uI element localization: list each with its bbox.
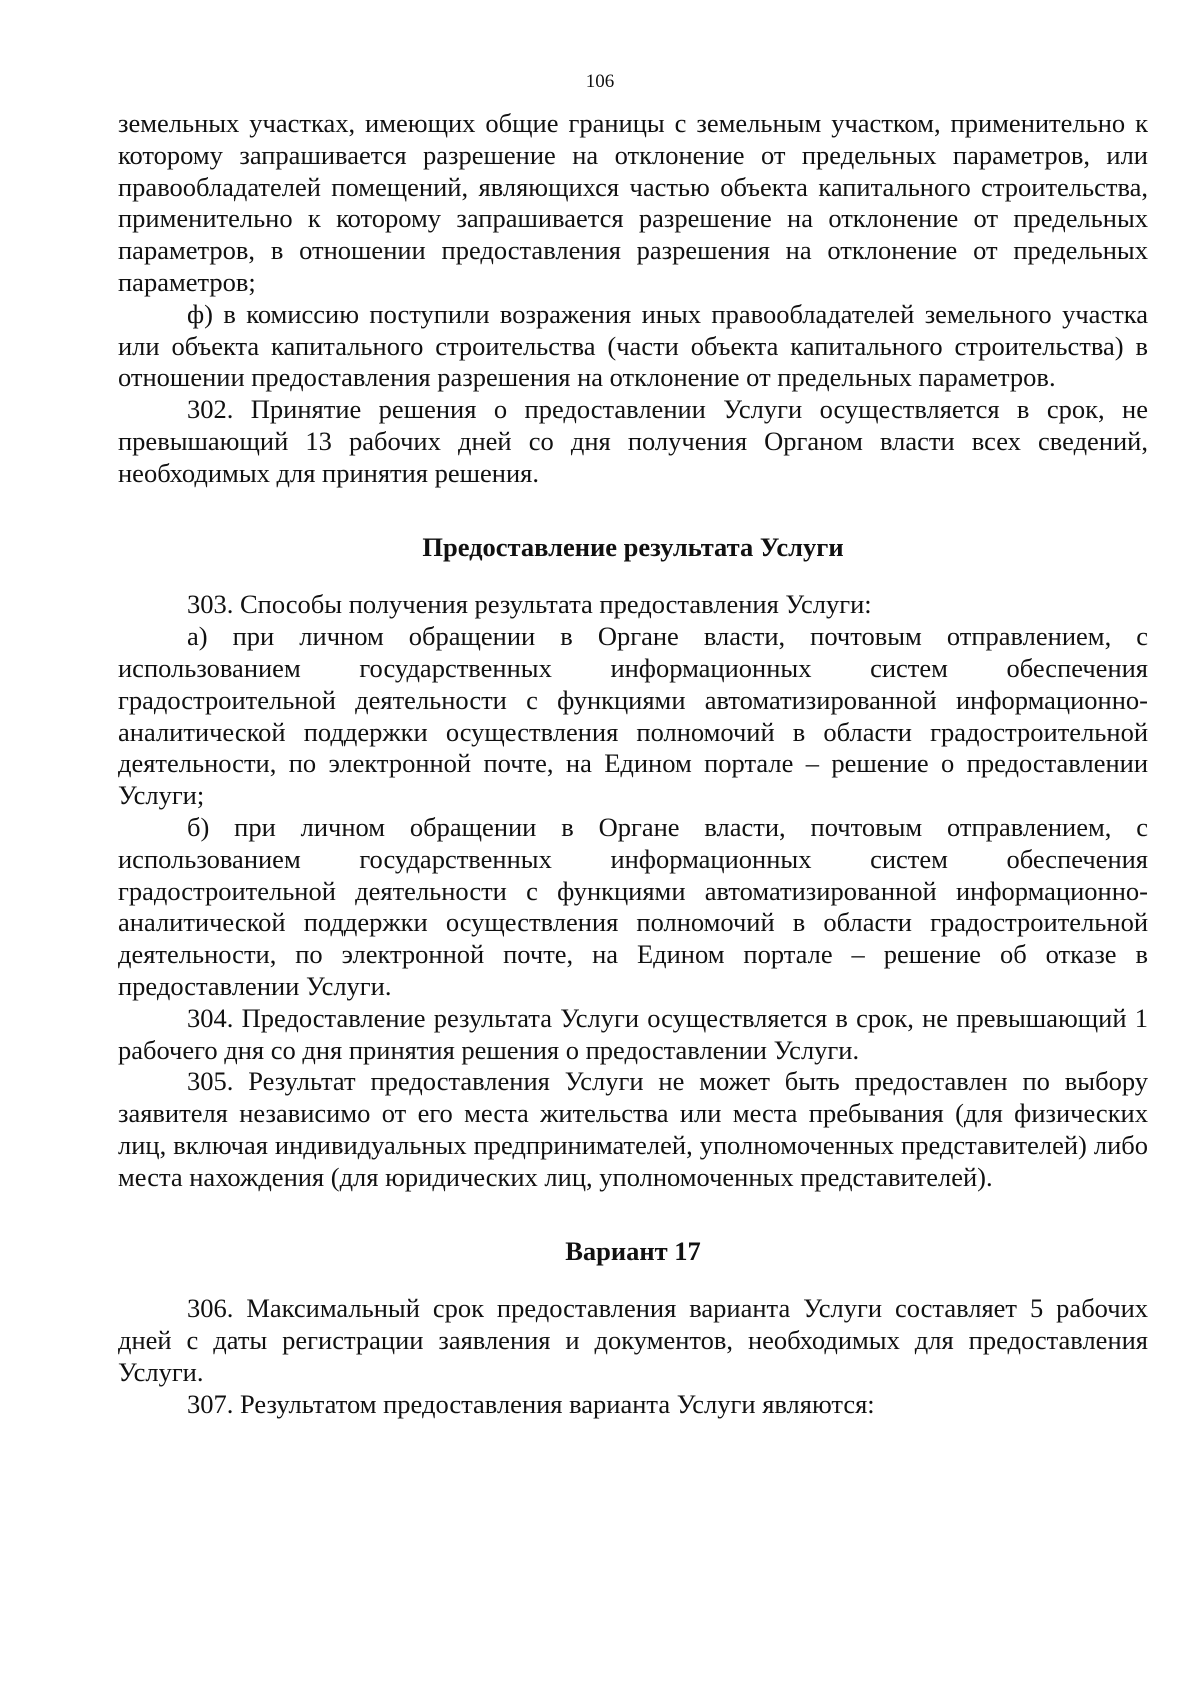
paragraph-302: 302. Принятие решения о предоставлении Услуги осуществляется в срок, не превышающий 13 рабочих дней со дня получения Органом власти всех сведений, необходимых для принятия решения.: [118, 394, 1148, 488]
spacer: [118, 1267, 1148, 1293]
paragraph-306: 306. Максимальный срок предоставления варианта Услуги составляет 5 рабочих дней с даты регистрации заявления и документов, необходимых для предоставления Услуги.: [118, 1293, 1148, 1387]
paragraph-continuation: земельных участках, имеющих общие границы с земельным участком, применительно к которому запрашивается разрешение на отклонение от предельных параметров, или правообладателей помещений, являющихся частью объекта капитального строительства, применительно к которому запрашивается разрешение на отклонение от предельных параметров, в отношении предоставления разрешения на отклонение от предельных параметров;: [118, 108, 1148, 297]
paragraph-f: ф) в комиссию поступили возражения иных правообладателей земельного участка или объекта капитального строительства (части объекта капитального строительства) в отношении предоставления разрешения на отклонение от предельных параметров.: [118, 298, 1148, 393]
paragraph-305: 305. Результат предоставления Услуги не может быть предоставлен по выбору заявителя независимо от его места жительства или места пребывания (для физических лиц, включая индивидуальных предпринимателей, уполномоченных представителей) либо места нахождения (для юридических лиц, уполномоченных представителей).: [118, 1066, 1148, 1192]
section-heading-variant: Вариант 17: [565, 1235, 701, 1266]
paragraph-303-b: б) при личном обращении в Органе власти, почтовым отправлением, с использованием государственных информационных систем обеспечения градостроительной деятельности с функциями автоматизированной информационно-аналитической поддержки осуществления полномочий в области градостроительной деятельности, по электронной почте, на Едином портале – решение об отказе в предоставлении Услуги.: [118, 811, 1148, 1001]
spacer: [118, 563, 1148, 589]
spacer: [118, 490, 1148, 532]
paragraph-303: 303. Способы получения результата предоставления Услуги:: [187, 589, 872, 620]
document-body: [118, 108, 1148, 1420]
paragraph-303-a: а) при личном обращении в Органе власти, почтовым отправлением, с использованием государственных информационных систем обеспечения градостроительной деятельности с функциями автоматизированной информационно-аналитической поддержки осуществления полномочий в области градостроительной деятельности, по электронной почте, на Едином портале – решение о предоставлении Услуги;: [118, 621, 1148, 811]
paragraph-304: 304. Предоставление результата Услуги осуществляется в срок, не превышающий 1 рабочего дня со дня принятия решения о предоставлении Услуги.: [118, 1002, 1148, 1065]
spacer: [118, 1194, 1148, 1236]
page-number: 106: [585, 71, 615, 92]
section-heading-result: Предоставление результата Услуги: [422, 531, 844, 562]
paragraph-307: 307. Результатом предоставления варианта Услуги являются:: [187, 1388, 875, 1419]
